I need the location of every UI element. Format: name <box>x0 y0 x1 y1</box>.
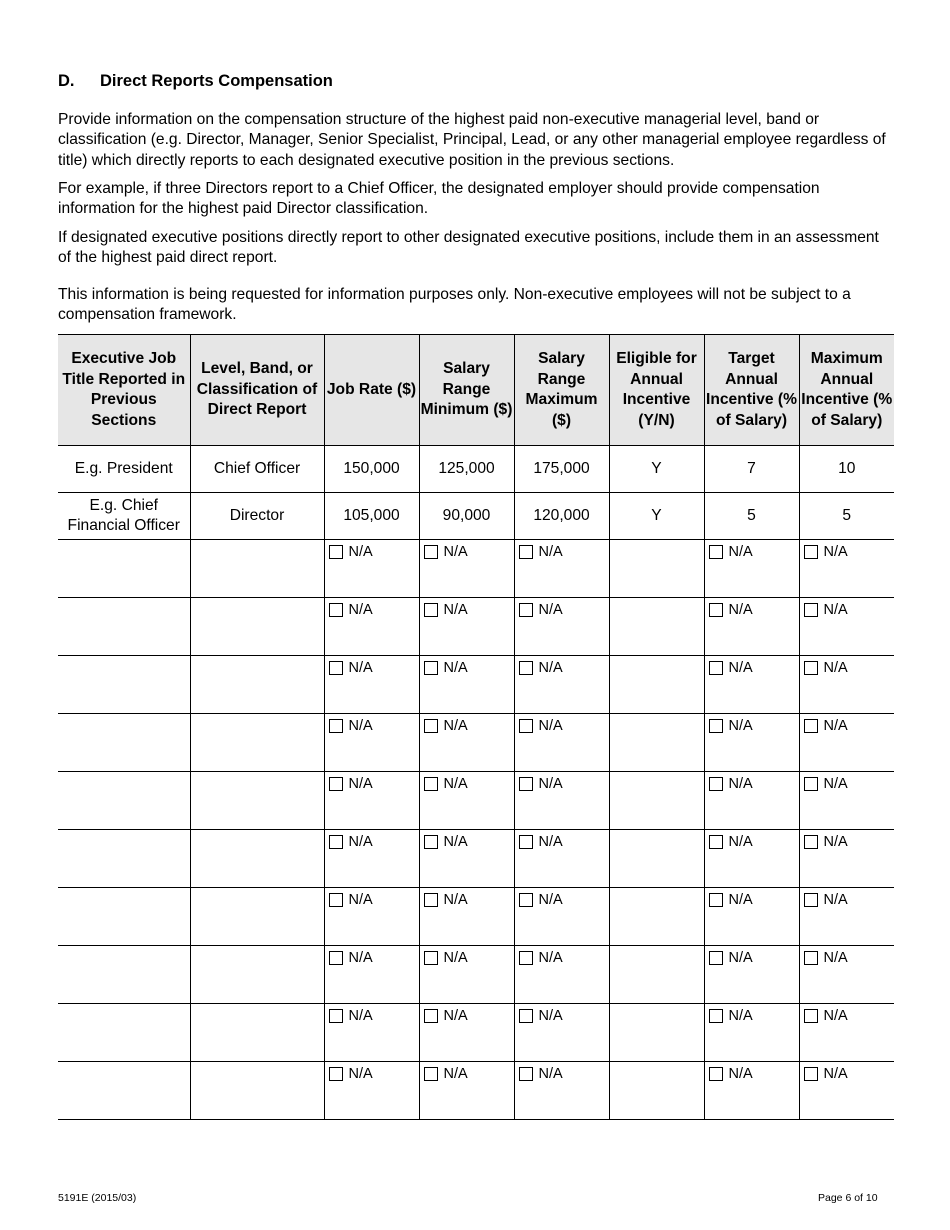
na-label: N/A <box>823 660 848 676</box>
na-checkbox[interactable] <box>424 1067 438 1081</box>
na-option[interactable] <box>800 830 895 850</box>
na-option[interactable] <box>705 598 799 618</box>
eligible-input-cell[interactable] <box>609 714 704 772</box>
salary-max-cell[interactable] <box>514 1062 609 1120</box>
table-row <box>58 830 894 888</box>
na-option[interactable] <box>705 772 799 792</box>
na-option[interactable] <box>325 714 419 734</box>
na-checkbox[interactable] <box>424 777 438 791</box>
example-cell: 7 <box>704 446 799 493</box>
table-row <box>58 714 894 772</box>
salary-min-cell[interactable] <box>419 598 514 656</box>
level-input-cell[interactable] <box>190 656 324 714</box>
example-cell: Director <box>190 493 324 540</box>
job-rate-cell[interactable] <box>324 830 419 888</box>
na-option[interactable] <box>800 714 895 734</box>
job-rate-cell[interactable] <box>324 540 419 598</box>
salary-min-cell[interactable] <box>419 830 514 888</box>
example-cell: 125,000 <box>419 446 514 493</box>
table-row <box>58 888 894 946</box>
na-option[interactable] <box>325 1004 419 1024</box>
na-option[interactable] <box>420 1062 514 1082</box>
na-checkbox[interactable] <box>709 603 723 617</box>
na-checkbox[interactable] <box>804 777 818 791</box>
na-checkbox[interactable] <box>424 951 438 965</box>
target-incentive-cell[interactable] <box>704 888 799 946</box>
salary-max-cell[interactable] <box>514 946 609 1004</box>
target-incentive-cell[interactable] <box>704 1062 799 1120</box>
na-option[interactable] <box>800 888 895 908</box>
example-cell: Y <box>609 493 704 540</box>
na-label: N/A <box>538 834 563 850</box>
na-option[interactable] <box>800 772 895 792</box>
job-rate-cell[interactable] <box>324 1062 419 1120</box>
na-checkbox[interactable] <box>519 777 533 791</box>
na-label: N/A <box>443 602 468 618</box>
na-label: N/A <box>538 660 563 676</box>
na-label: N/A <box>728 950 753 966</box>
na-checkbox[interactable] <box>519 893 533 907</box>
form-number: 5191E (2015/03) <box>58 1192 137 1204</box>
na-label: N/A <box>823 892 848 908</box>
na-option[interactable] <box>515 772 609 792</box>
header-executive-job-title: Executive Job Title Reported in Previous Sections <box>58 335 190 446</box>
header-salary-range-minimum: Salary Range Minimum ($) <box>419 335 514 446</box>
target-incentive-cell[interactable] <box>704 830 799 888</box>
na-option[interactable] <box>515 830 609 850</box>
na-option[interactable] <box>800 656 895 676</box>
max-incentive-cell[interactable] <box>799 714 894 772</box>
na-option[interactable] <box>800 1004 895 1024</box>
na-checkbox[interactable] <box>519 661 533 675</box>
na-checkbox[interactable] <box>709 777 723 791</box>
na-label: N/A <box>728 602 753 618</box>
na-label: N/A <box>823 602 848 618</box>
example-cell: 5 <box>704 493 799 540</box>
na-checkbox[interactable] <box>804 661 818 675</box>
na-checkbox[interactable] <box>804 835 818 849</box>
level-input-cell[interactable] <box>190 772 324 830</box>
max-incentive-cell[interactable] <box>799 540 894 598</box>
table-row <box>58 598 894 656</box>
section-letter: D. <box>58 72 75 90</box>
level-input-cell[interactable] <box>190 598 324 656</box>
na-option[interactable] <box>420 540 514 560</box>
assessment-paragraph: If designated executive positions directly report to other designated executive positions, include them in an assessment of the highest paid direct report. <box>58 229 879 267</box>
salary-max-cell[interactable] <box>514 540 609 598</box>
na-checkbox[interactable] <box>329 835 343 849</box>
na-label: N/A <box>538 776 563 792</box>
na-label: N/A <box>538 950 563 966</box>
na-label: N/A <box>728 544 753 560</box>
job-rate-cell[interactable] <box>324 656 419 714</box>
max-incentive-cell[interactable] <box>799 946 894 1004</box>
na-checkbox[interactable] <box>804 1009 818 1023</box>
salary-max-cell[interactable] <box>514 656 609 714</box>
target-incentive-cell[interactable] <box>704 540 799 598</box>
na-option[interactable] <box>325 598 419 618</box>
eligible-input-cell[interactable] <box>609 598 704 656</box>
header-job-rate: Job Rate ($) <box>324 335 419 446</box>
section-heading <box>58 72 333 91</box>
na-checkbox[interactable] <box>804 1067 818 1081</box>
na-label: N/A <box>443 892 468 908</box>
na-option[interactable] <box>420 830 514 850</box>
job-title-input-cell[interactable] <box>58 946 190 1004</box>
na-label: N/A <box>348 892 373 908</box>
na-option[interactable] <box>515 598 609 618</box>
na-option[interactable] <box>705 1062 799 1082</box>
job-title-input-cell[interactable] <box>58 714 190 772</box>
na-option[interactable] <box>705 830 799 850</box>
direct-reports-table <box>58 334 894 1120</box>
job-rate-cell[interactable] <box>324 598 419 656</box>
example-paragraph: For example, if three Directors report to a Chief Officer, the designated employer should provide compensation information for the highest paid Director classification. <box>58 180 820 218</box>
example-cell: E.g. President <box>58 446 190 493</box>
salary-max-cell[interactable] <box>514 830 609 888</box>
level-input-cell[interactable] <box>190 946 324 1004</box>
na-label: N/A <box>823 776 848 792</box>
salary-max-cell[interactable] <box>514 598 609 656</box>
na-checkbox[interactable] <box>424 603 438 617</box>
na-checkbox[interactable] <box>329 951 343 965</box>
na-label: N/A <box>823 950 848 966</box>
header-target-annual-incentive: Target Annual Incentive (% of Salary) <box>704 335 799 446</box>
na-checkbox[interactable] <box>709 893 723 907</box>
na-checkbox[interactable] <box>424 835 438 849</box>
na-label: N/A <box>728 834 753 850</box>
example-cell: 10 <box>799 446 894 493</box>
na-label: N/A <box>348 1008 373 1024</box>
example-cell: 120,000 <box>514 493 609 540</box>
level-input-cell[interactable] <box>190 540 324 598</box>
eligible-input-cell[interactable] <box>609 830 704 888</box>
na-checkbox[interactable] <box>519 951 533 965</box>
na-checkbox[interactable] <box>519 835 533 849</box>
max-incentive-cell[interactable] <box>799 772 894 830</box>
table-row <box>58 540 894 598</box>
na-checkbox[interactable] <box>329 1009 343 1023</box>
na-label: N/A <box>538 544 563 560</box>
na-label: N/A <box>348 718 373 734</box>
na-checkbox[interactable] <box>709 661 723 675</box>
na-checkbox[interactable] <box>804 545 818 559</box>
na-option[interactable] <box>800 946 895 966</box>
na-option[interactable] <box>705 1004 799 1024</box>
table-row <box>58 946 894 1004</box>
na-label: N/A <box>538 1066 563 1082</box>
na-option[interactable] <box>800 540 895 560</box>
target-incentive-cell[interactable] <box>704 772 799 830</box>
target-incentive-cell[interactable] <box>704 946 799 1004</box>
eligible-input-cell[interactable] <box>609 1004 704 1062</box>
na-checkbox[interactable] <box>709 719 723 733</box>
job-title-input-cell[interactable] <box>58 1062 190 1120</box>
na-checkbox[interactable] <box>424 719 438 733</box>
example-cell: Chief Officer <box>190 446 324 493</box>
na-checkbox[interactable] <box>709 1067 723 1081</box>
job-title-input-cell[interactable] <box>58 1004 190 1062</box>
na-label: N/A <box>728 718 753 734</box>
na-option[interactable] <box>515 714 609 734</box>
example-cell: E.g. Chief Financial Officer <box>58 493 190 540</box>
na-label: N/A <box>443 1066 468 1082</box>
salary-max-cell[interactable] <box>514 888 609 946</box>
max-incentive-cell[interactable] <box>799 598 894 656</box>
salary-max-cell[interactable] <box>514 714 609 772</box>
intro-paragraph: Provide information on the compensation structure of the highest paid non-executive managerial level, band or classification (e.g. Director, Manager, Senior Specialist, Principal, Lead, or any other managerial employee regardless of title) which directly reports to each designated executive position in the previous sections. <box>58 111 886 169</box>
eligible-input-cell[interactable] <box>609 656 704 714</box>
example-cell: 105,000 <box>324 493 419 540</box>
na-label: N/A <box>443 776 468 792</box>
na-label: N/A <box>823 834 848 850</box>
eligible-input-cell[interactable] <box>609 946 704 1004</box>
na-label: N/A <box>443 834 468 850</box>
job-rate-cell[interactable] <box>324 946 419 1004</box>
na-option[interactable] <box>705 888 799 908</box>
na-checkbox[interactable] <box>804 951 818 965</box>
job-title-input-cell[interactable] <box>58 888 190 946</box>
na-label: N/A <box>348 950 373 966</box>
job-rate-cell[interactable] <box>324 888 419 946</box>
max-incentive-cell[interactable] <box>799 830 894 888</box>
level-input-cell[interactable] <box>190 888 324 946</box>
na-option[interactable] <box>800 1062 895 1082</box>
na-option[interactable] <box>325 888 419 908</box>
na-option[interactable] <box>420 772 514 792</box>
na-option[interactable] <box>515 946 609 966</box>
na-option[interactable] <box>420 1004 514 1024</box>
header-level-band-classification: Level, Band, or Classification of Direct Report <box>190 335 324 446</box>
na-checkbox[interactable] <box>329 719 343 733</box>
table-row <box>58 1062 894 1120</box>
level-input-cell[interactable] <box>190 1004 324 1062</box>
na-label: N/A <box>538 602 563 618</box>
na-checkbox[interactable] <box>329 603 343 617</box>
na-label: N/A <box>348 602 373 618</box>
header-eligible-annual-incentive: Eligible for Annual Incentive (Y/N) <box>609 335 704 446</box>
table-row <box>58 772 894 830</box>
job-rate-cell[interactable] <box>324 1004 419 1062</box>
section-title: Direct Reports Compensation <box>100 72 333 90</box>
salary-min-cell[interactable] <box>419 656 514 714</box>
na-checkbox[interactable] <box>329 1067 343 1081</box>
example-cell: 5 <box>799 493 894 540</box>
na-checkbox[interactable] <box>329 893 343 907</box>
page-number: Page 6 of 10 <box>818 1192 878 1204</box>
na-option[interactable] <box>705 540 799 560</box>
na-label: N/A <box>823 1008 848 1024</box>
na-checkbox[interactable] <box>519 719 533 733</box>
na-option[interactable] <box>515 888 609 908</box>
na-option[interactable] <box>705 656 799 676</box>
salary-min-cell[interactable] <box>419 946 514 1004</box>
na-option[interactable] <box>800 598 895 618</box>
na-checkbox[interactable] <box>519 545 533 559</box>
job-title-input-cell[interactable] <box>58 656 190 714</box>
max-incentive-cell[interactable] <box>799 656 894 714</box>
na-label: N/A <box>538 1008 563 1024</box>
na-label: N/A <box>728 776 753 792</box>
na-label: N/A <box>443 950 468 966</box>
eligible-input-cell[interactable] <box>609 1062 704 1120</box>
job-title-input-cell[interactable] <box>58 830 190 888</box>
job-title-input-cell[interactable] <box>58 598 190 656</box>
na-option[interactable] <box>420 598 514 618</box>
na-label: N/A <box>728 660 753 676</box>
na-checkbox[interactable] <box>519 1009 533 1023</box>
na-checkbox[interactable] <box>709 1009 723 1023</box>
na-checkbox[interactable] <box>804 719 818 733</box>
na-label: N/A <box>538 718 563 734</box>
na-checkbox[interactable] <box>709 835 723 849</box>
na-checkbox[interactable] <box>709 545 723 559</box>
example-row <box>58 493 894 540</box>
na-option[interactable] <box>515 656 609 676</box>
header-salary-range-maximum: Salary Range Maximum ($) <box>514 335 609 446</box>
salary-min-cell[interactable] <box>419 1062 514 1120</box>
na-option[interactable] <box>325 1062 419 1082</box>
na-option[interactable] <box>325 946 419 966</box>
na-checkbox[interactable] <box>329 545 343 559</box>
salary-min-cell[interactable] <box>419 540 514 598</box>
level-input-cell[interactable] <box>190 714 324 772</box>
eligible-input-cell[interactable] <box>609 540 704 598</box>
na-option[interactable] <box>420 714 514 734</box>
example-cell: 175,000 <box>514 446 609 493</box>
na-label: N/A <box>443 1008 468 1024</box>
job-rate-cell[interactable] <box>324 772 419 830</box>
na-label: N/A <box>823 544 848 560</box>
na-label: N/A <box>443 544 468 560</box>
na-checkbox[interactable] <box>709 951 723 965</box>
na-option[interactable] <box>325 830 419 850</box>
na-label: N/A <box>823 718 848 734</box>
job-rate-cell[interactable] <box>324 714 419 772</box>
na-option[interactable] <box>515 1004 609 1024</box>
example-cell: Y <box>609 446 704 493</box>
job-title-input-cell[interactable] <box>58 772 190 830</box>
job-title-input-cell[interactable] <box>58 540 190 598</box>
na-label: N/A <box>443 718 468 734</box>
na-label: N/A <box>728 892 753 908</box>
na-option[interactable] <box>420 888 514 908</box>
salary-max-cell[interactable] <box>514 1004 609 1062</box>
purpose-paragraph: This information is being requested for information purposes only. Non-executive employees will not be subject to a compensation framework. <box>58 286 851 324</box>
na-label: N/A <box>348 544 373 560</box>
na-checkbox[interactable] <box>804 893 818 907</box>
na-label: N/A <box>348 1066 373 1082</box>
na-checkbox[interactable] <box>424 545 438 559</box>
max-incentive-cell[interactable] <box>799 1004 894 1062</box>
na-checkbox[interactable] <box>519 1067 533 1081</box>
na-checkbox[interactable] <box>804 603 818 617</box>
na-checkbox[interactable] <box>329 777 343 791</box>
na-label: N/A <box>538 892 563 908</box>
max-incentive-cell[interactable] <box>799 1062 894 1120</box>
na-option[interactable] <box>515 1062 609 1082</box>
eligible-input-cell[interactable] <box>609 772 704 830</box>
na-option[interactable] <box>420 656 514 676</box>
salary-min-cell[interactable] <box>419 888 514 946</box>
salary-max-cell[interactable] <box>514 772 609 830</box>
table-row <box>58 656 894 714</box>
na-label: N/A <box>348 660 373 676</box>
header-maximum-annual-incentive: Maximum Annual Incentive (% of Salary) <box>799 335 894 446</box>
example-row <box>58 446 894 493</box>
target-incentive-cell[interactable] <box>704 714 799 772</box>
na-checkbox[interactable] <box>519 603 533 617</box>
na-option[interactable] <box>705 714 799 734</box>
na-checkbox[interactable] <box>329 661 343 675</box>
na-checkbox[interactable] <box>424 893 438 907</box>
na-option[interactable] <box>325 772 419 792</box>
na-label: N/A <box>823 1066 848 1082</box>
na-label: N/A <box>728 1066 753 1082</box>
salary-min-cell[interactable] <box>419 772 514 830</box>
level-input-cell[interactable] <box>190 830 324 888</box>
table-header-row <box>58 335 894 446</box>
max-incentive-cell[interactable] <box>799 888 894 946</box>
na-checkbox[interactable] <box>424 1009 438 1023</box>
na-label: N/A <box>728 1008 753 1024</box>
level-input-cell[interactable] <box>190 1062 324 1120</box>
eligible-input-cell[interactable] <box>609 888 704 946</box>
target-incentive-cell[interactable] <box>704 656 799 714</box>
salary-min-cell[interactable] <box>419 714 514 772</box>
salary-min-cell[interactable] <box>419 1004 514 1062</box>
example-cell: 150,000 <box>324 446 419 493</box>
na-option[interactable] <box>325 656 419 676</box>
target-incentive-cell[interactable] <box>704 1004 799 1062</box>
na-label: N/A <box>443 660 468 676</box>
na-checkbox[interactable] <box>424 661 438 675</box>
table-row <box>58 1004 894 1062</box>
na-option[interactable] <box>325 540 419 560</box>
na-option[interactable] <box>515 540 609 560</box>
example-cell: 90,000 <box>419 493 514 540</box>
na-label: N/A <box>348 834 373 850</box>
na-label: N/A <box>348 776 373 792</box>
na-option[interactable] <box>420 946 514 966</box>
na-option[interactable] <box>705 946 799 966</box>
target-incentive-cell[interactable] <box>704 598 799 656</box>
